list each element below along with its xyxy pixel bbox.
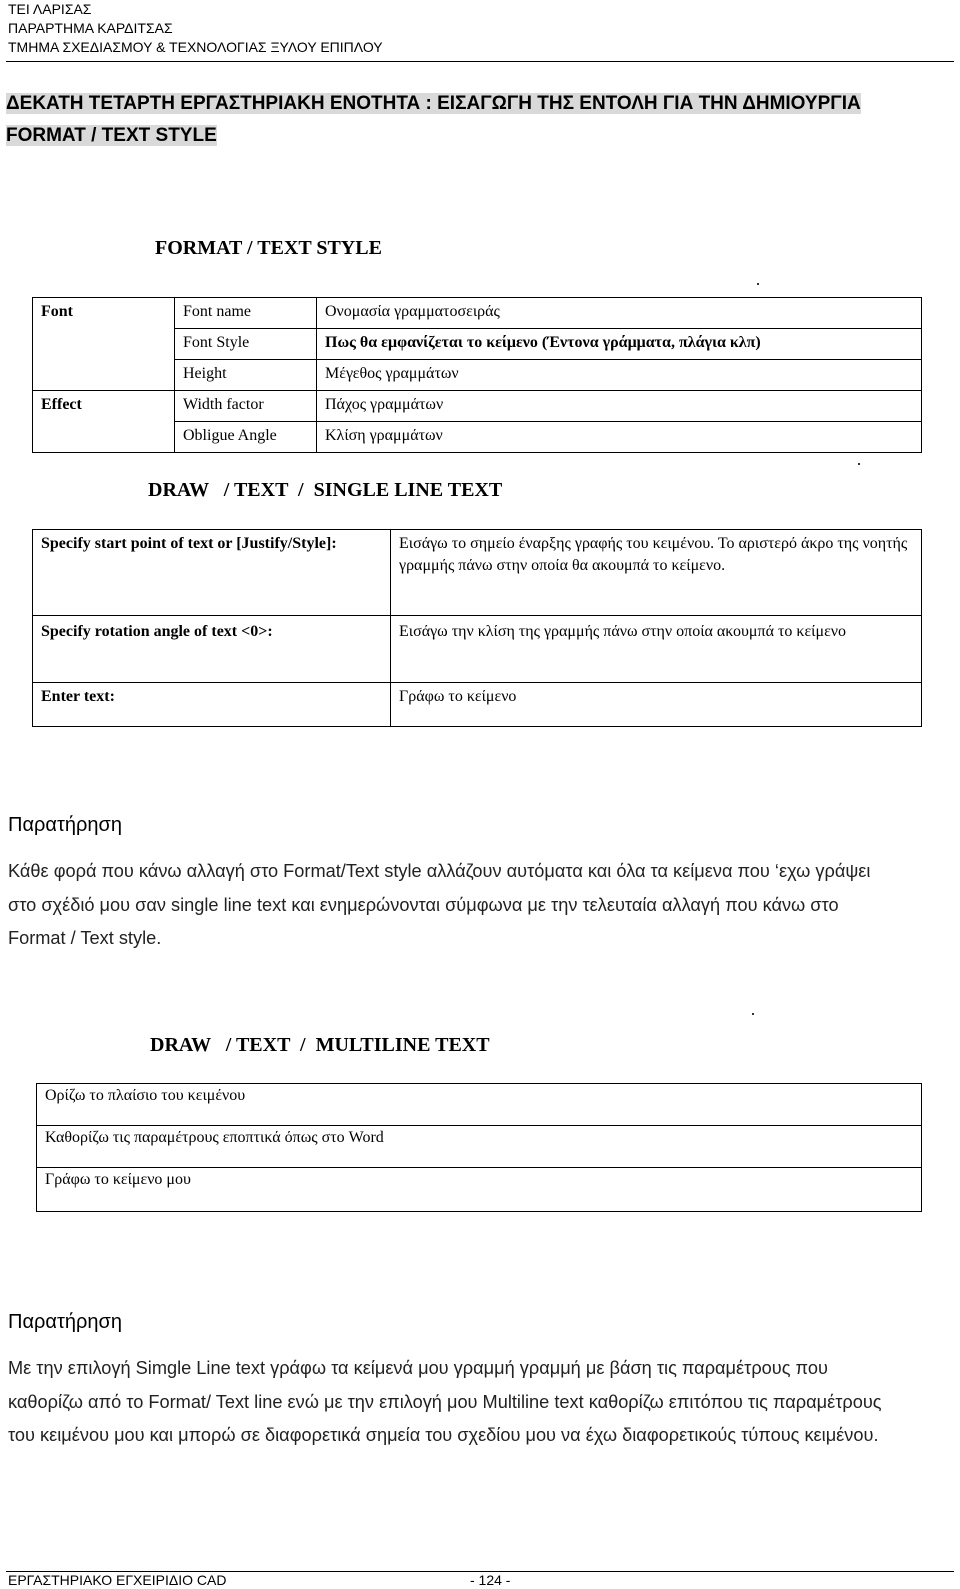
header-line-1: ΤΕΙ ΛΑΡΙΣΑΣ [8, 1, 92, 17]
format-row-desc: Πάχος γραμμάτων [317, 391, 922, 422]
page-number: - 124 - [470, 1572, 511, 1588]
multiline-table [36, 1083, 922, 1212]
title-line-2: FORMAT / TEXT STYLE [6, 125, 217, 146]
note-paragraph [8, 1352, 956, 1453]
header-divider [6, 61, 954, 62]
institution-header [8, 0, 383, 57]
single-line-table [32, 529, 922, 727]
format-table [32, 297, 922, 453]
multiline-step: Καθορίζω τις παραμέτρους εποπτικά όπως στο Word [37, 1126, 922, 1168]
scan-speck [752, 1013, 754, 1015]
multiline-step: Γράφω το κείμενο μου [37, 1168, 922, 1212]
format-row-desc: Κλίση γραμμάτων [317, 422, 922, 453]
note-line: Format / Text style. [8, 928, 162, 948]
note-line: Κάθε φορά που κάνω αλλαγή στο Format/Text style αλλάζουν αυτόματα και όλα τα κείμενα που ‘εχω γράψει [8, 861, 871, 881]
format-table-caption: FORMAT / TEXT STYLE [155, 237, 382, 259]
command-prompt: Enter text: [33, 683, 391, 727]
format-row-desc: Ονομασία γραμματοσειράς [317, 298, 922, 329]
note-line: στο σχέδιό μου σαν single line text και ενημερώνονται σύμφωνα με την τελευταία αλλαγή που κάνω στο [8, 894, 839, 915]
command-description: Εισάγω το σημείο έναρξης γραφής του κειμένου. Το αριστερό άκρο της νοητής γραμμής πάνω στην οποία θα ακουμπά το κείμενο. [391, 530, 922, 616]
format-group-font: Font [33, 298, 175, 329]
command-prompt: Specify start point of text or [Justify/Style]: [33, 530, 391, 616]
format-group-empty [33, 329, 175, 360]
format-row-name: Font name [175, 298, 317, 329]
format-row-name: Width factor [175, 391, 317, 422]
format-row-desc: Πως θα εμφανίζεται το κείμενο (Έντονα γράμματα, πλάγια κλπ) [317, 329, 922, 360]
note-line: καθορίζω από το Format/ Text line ενώ με την επιλογή μου Multiline text καθορίζω επιτόπου τις παραμέτρους [8, 1391, 882, 1412]
format-group-effect: Effect [33, 391, 175, 422]
format-row-name: Obligue Angle [175, 422, 317, 453]
format-row-name: Height [175, 360, 317, 391]
note-line: του κειμένου μου και μπορώ σε διαφορετικά σημεία του σχεδίου μου να έχω διαφορετικούς τύπους κειμένου. [8, 1425, 879, 1445]
command-description: Εισάγω την κλίση της γραμμής πάνω στην οποία ακουμπά το κείμενο [391, 616, 922, 683]
format-group-empty [33, 422, 175, 453]
title-line-1: ΔΕΚΑΤΗ ΤΕΤΑΡΤΗ ΕΡΓΑΣΤΗΡΙΑΚΗ ΕΝΟΤΗΤΑ : ΕΙΣΑΓΩΓΗ ΤΗΣ ΕΝΤΟΛΗ ΓΙΑ ΤΗΝ ΔΗΜΙΟΥΡΓΙΑ [6, 93, 861, 114]
scan-speck [858, 463, 860, 465]
format-group-empty [33, 360, 175, 391]
command-prompt: Specify rotation angle of text <0>: [33, 616, 391, 683]
note-heading: Παρατήρηση [8, 814, 122, 836]
multiline-step: Ορίζω το πλαίσιο του κειμένου [37, 1084, 922, 1126]
format-row-desc: Μέγεθος γραμμάτων [317, 360, 922, 391]
single-line-caption: DRAW / TEXT / SINGLE LINE TEXT [148, 479, 503, 501]
page-title [6, 88, 861, 152]
footer-title: ΕΡΓΑΣΤΗΡΙΑΚΟ ΕΓΧΕΙΡΙΔΙΟ CAD [8, 1572, 227, 1588]
note-heading: Παρατήρηση [8, 1311, 122, 1333]
format-row-name: Font Style [175, 329, 317, 360]
header-line-2: ΠΑΡΑΡΤΗΜΑ ΚΑΡΔΙΤΣΑΣ [8, 20, 173, 36]
multiline-caption: DRAW / TEXT / MULTILINE TEXT [150, 1034, 490, 1056]
note-line: Με την επιλογή Simgle Line text γράφω τα κείμενά μου γραμμή γραμμή με βάση τις παραμέτρους που [8, 1358, 828, 1378]
note-paragraph [8, 855, 956, 956]
scan-speck [757, 283, 759, 285]
header-line-3: ΤΜΗΜΑ ΣΧΕΔΙΑΣΜΟΥ & ΤΕΧΝΟΛΟΓΙΑΣ ΞΥΛΟΥ ΕΠΙΠΛΟΥ [8, 39, 383, 55]
command-description: Γράφω το κείμενο [391, 683, 922, 727]
